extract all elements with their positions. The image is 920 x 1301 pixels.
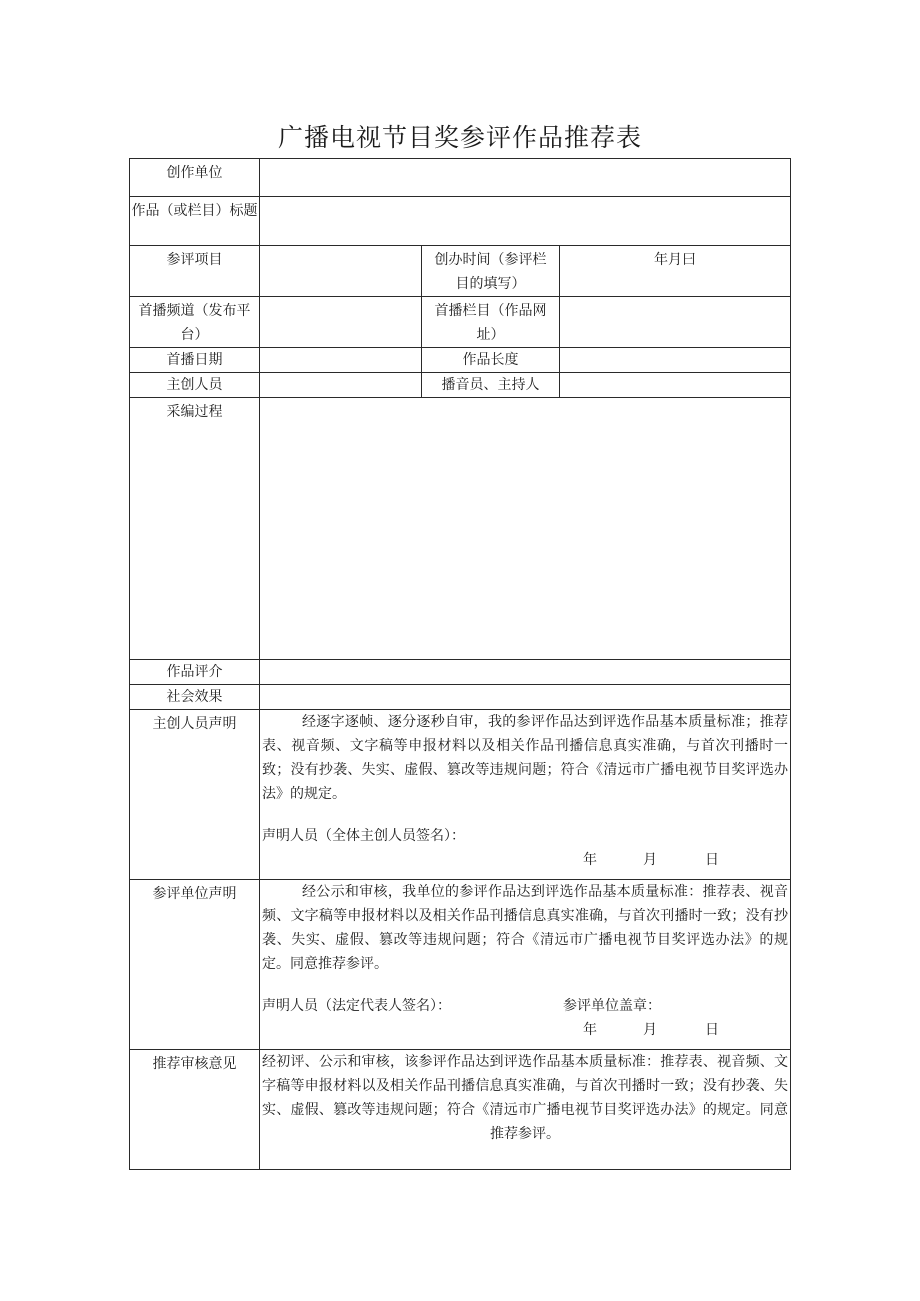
unit-statement-cell (260, 880, 791, 1050)
field-unit[interactable] (260, 159, 791, 197)
label-process: 采编过程 (130, 398, 260, 660)
field-column[interactable] (560, 297, 791, 348)
label-work-title: 作品（或栏目）标题 (130, 197, 260, 246)
field-review[interactable] (260, 660, 791, 685)
field-work-title[interactable] (260, 197, 791, 246)
field-channel[interactable] (260, 297, 422, 348)
creator-date-day: 日 (705, 852, 719, 868)
field-creators[interactable] (260, 373, 422, 398)
recommendation-form (129, 158, 791, 1170)
unit-date-year: 年 (583, 1022, 597, 1038)
unit-date-month: 月 (643, 1022, 657, 1038)
label-creator-statement: 主创人员声明 (130, 710, 260, 880)
label-column: 首播栏目（作品网址） (422, 297, 560, 348)
unit-signer-row (262, 994, 788, 1018)
creator-date-line (262, 848, 788, 870)
creator-signer-label: 声明人员（全体主创人员签名）： (262, 828, 465, 844)
label-category: 参评项目 (130, 246, 260, 297)
field-category[interactable] (260, 246, 422, 297)
field-founded[interactable]: 年月曰 (560, 246, 791, 297)
recommend-text: 经初评、公示和审核，该参评作品达到评选作品基本质量标准：推荐表、视音频、文字稿等申报材料以及相关作品刊播信息真实准确，与首次刊播时一致；没有抄袭、失实、虚假、篡改等违规问题；符合《清远市广播电视节目奖评选办法》的规定。同意推荐参评。 (262, 1054, 789, 1142)
label-founded: 创办时间（参评栏目的填写） (422, 246, 560, 297)
label-recommend: 推荐审核意见 (130, 1050, 260, 1170)
label-creators: 主创人员 (130, 373, 260, 398)
unit-signer-label: 声明人员（法定代表人签名）： (262, 998, 451, 1014)
creator-date-month: 月 (643, 852, 657, 868)
label-channel: 首播频道（发布平台） (130, 297, 260, 348)
label-unit: 创作单位 (130, 159, 260, 197)
label-length: 作品长度 (422, 348, 560, 373)
field-length[interactable] (560, 348, 791, 373)
label-effect: 社会效果 (130, 685, 260, 710)
creator-statement-text: 经逐字逐帧、逐分逐秒自审，我的参评作品达到评选作品基本质量标准；推荐表、视音频、文字稿等申报材料以及相关作品刊播信息真实准确，与首次刊播时一致；没有抄袭、失实、虚假、篡改等违规问题；符合《清远市广播电视节目奖评选办法》的规定。 (262, 714, 789, 802)
field-air-date[interactable] (260, 348, 422, 373)
field-process[interactable] (260, 398, 791, 660)
creator-statement-cell (260, 710, 791, 880)
unit-seal-label: 参评单位盖章： (563, 998, 661, 1014)
label-air-date: 首播日期 (130, 348, 260, 373)
field-effect[interactable] (260, 685, 791, 710)
label-unit-statement: 参评单位声明 (130, 880, 260, 1050)
field-hosts[interactable] (560, 373, 791, 398)
unit-date-line (262, 1018, 788, 1040)
unit-statement-text: 经公示和审核，我单位的参评作品达到评选作品基本质量标准：推荐表、视音频、文字稿等申报材料以及相关作品刊播信息真实准确，与首次刊播时一致；没有抄袭、失实、虚假、篡改等违规问题；符合《清远市广播电视节目奖评选办法》的规定。同意推荐参评。 (262, 884, 789, 972)
unit-date-day: 日 (705, 1022, 719, 1038)
label-hosts: 播音员、主持人 (422, 373, 560, 398)
page-title: 广播电视节目奖参评作品推荐表 (277, 123, 642, 152)
creator-date-year: 年 (583, 852, 597, 868)
label-review: 作品评介 (130, 660, 260, 685)
recommend-cell (260, 1050, 791, 1170)
